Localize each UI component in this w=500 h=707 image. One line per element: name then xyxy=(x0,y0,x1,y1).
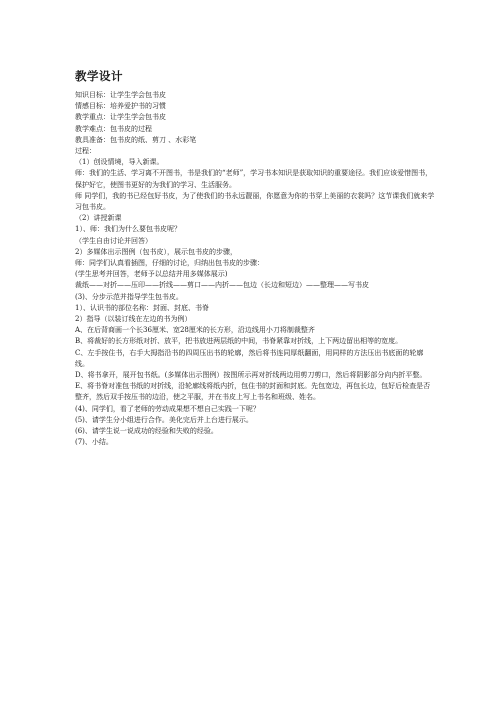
body-line: (3)、分步示范并指导学生包书皮。 xyxy=(75,292,183,301)
body-line: 情感目标：培养爱护书的习惯 xyxy=(75,102,166,111)
body-line: （学生自由讨论并回答） xyxy=(75,236,152,245)
body-line: 1）、师：我们为什么要包书皮呢？ xyxy=(75,225,181,234)
body-line: （1）创设情境，导入新课。 xyxy=(75,158,164,167)
document-page xyxy=(75,68,435,449)
body-line: 知识目标：让学生学会包书皮 xyxy=(75,91,166,99)
body-line: 教具准备：包书皮的纸、剪刀 、水彩笔 xyxy=(75,135,197,144)
body-line: 2）指导（以装订线在左边的书为例） xyxy=(75,315,192,324)
body-line: (4)、同学们，看了老师的劳动成果想不想自己实践一下呢？ xyxy=(75,404,260,413)
body-line: （2）讲授新课 xyxy=(75,214,122,223)
body-line: D、将书拿开，展开包书纸。(多媒体出示图例）按图所示再对折线两边用剪刀剪口，然后将阴影部分向内折平整。 xyxy=(75,371,427,380)
body-line: 教学难点：包书皮的过程 xyxy=(75,124,152,133)
body-line: 教学重点：让学生学会包书皮 xyxy=(75,113,166,122)
body-line: B、将裁好的长方形纸对折、放平，把书放进两层纸的中间，书脊紧靠对折线，上下两边留出相等的宽度。 xyxy=(75,337,403,346)
document-body xyxy=(75,90,435,449)
body-line: 师 同学们，我的书已经包好书皮，为了使我们的书永远靓丽，你愿意为你的书穿上美丽的衣裳吗？这节课我们就来学习包书皮。 xyxy=(75,191,435,212)
body-line: 过程： xyxy=(75,147,96,156)
body-line: (6)、请学生说一说成功的经验和失败的经验。 xyxy=(75,427,218,436)
document-title: 教学设计 xyxy=(75,69,123,83)
body-line: (学生思考并回答，老师予以总结并用多媒体展示) xyxy=(75,270,228,279)
body-line: 师：我们的生活、学习离不开图书，书是我们的“老师”，学习书本知识是获取知识的重要途径。我们应该爱惜图书，保护好它，使图书更好的为我们的学习、生活服务。 xyxy=(75,169,433,189)
body-line: 1）、认识书的部位名称：封面、封底、书脊 xyxy=(75,303,209,312)
body-line: (7)、小结。 xyxy=(75,438,113,447)
body-line: 2）多媒体出示图例（包书皮），展示包书皮的步骤， xyxy=(75,247,237,256)
body-line: 裁纸——对折——压印——折线——剪口——内折——包边（长边和短边）——整理——写书皮 xyxy=(75,281,369,290)
body-line: (5)、请学生分小组进行合作。美化完后并上台进行展示。 xyxy=(75,415,253,424)
body-line: E、将书脊对准包书纸的对折线，沿轮廓线将纸内折，包住书的封面和封底。先包宽边，再包长边，包好后检查是否整齐，然后双手按压书的边沿，使之平服，并在书皮上写上书名和班级、姓名。 xyxy=(75,382,431,402)
body-line: A、在后背商画一个长36厘米、宽28厘米的长方形，沿边线用小刀将制裁整齐 xyxy=(75,326,315,335)
body-line: 师：同学们认真看插图，仔细的讨论，归纳出包书皮的步骤： xyxy=(75,259,264,268)
body-line: C、左手按住书，右手大拇指沿书的四周压出书的轮廓，然后将书连同厚纸翻面，用同样的方法压出书底面的轮廓线。 xyxy=(75,348,424,368)
